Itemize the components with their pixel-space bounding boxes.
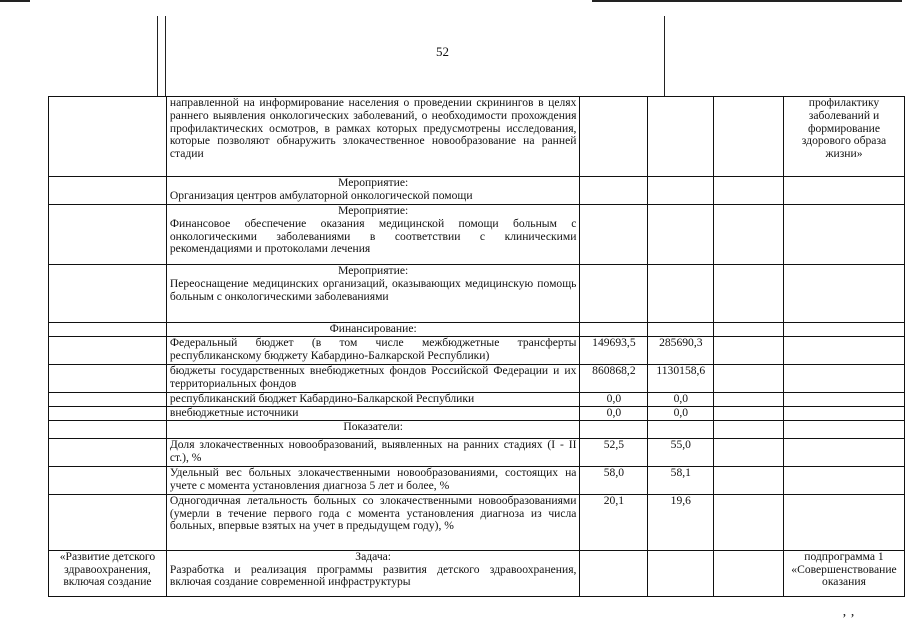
table-row: [49, 364, 905, 392]
subprogram-name-cell: [49, 406, 167, 420]
related-program-cell: [783, 392, 904, 406]
subprogram-name-cell: [49, 466, 167, 494]
value-2020-cell: 58,1: [648, 466, 714, 494]
empty-cell: [714, 177, 784, 205]
description-cell: [166, 205, 580, 265]
value-2019-cell: [580, 177, 648, 205]
empty-cell: [714, 392, 784, 406]
table-row: [49, 392, 905, 406]
subprogram-name-cell: «Развитие детского здравоохранения, включая создание: [49, 550, 167, 596]
section-caption: Финансирование:: [329, 322, 417, 335]
value-2019-cell: 860868,2: [580, 364, 648, 392]
value-2020-cell: 55,0: [648, 438, 714, 466]
value-2019-cell: [580, 420, 648, 438]
description-cell: [166, 406, 580, 420]
table-row: [49, 336, 905, 364]
section-caption: Мероприятие:: [338, 264, 409, 277]
value-2019-cell: 58,0: [580, 466, 648, 494]
related-program-cell: подпрограмма 1 «Совершенствование оказания: [783, 550, 904, 596]
guide-line-left: [157, 16, 158, 96]
value-2019-cell: 52,5: [580, 438, 648, 466]
related-program-cell: [783, 466, 904, 494]
empty-cell: [714, 336, 784, 364]
description-text: Финансовое обеспечение оказания медицинской помощи больным с онкологическими заболеваниями в соответствии с клиническими рекомендациями и протоколами лечения: [169, 216, 577, 256]
empty-cell: [714, 420, 784, 438]
description-cell: [166, 336, 580, 364]
description-cell: [166, 392, 580, 406]
subprogram-name-cell: [49, 392, 167, 406]
table-row: [49, 466, 905, 494]
empty-cell: [714, 205, 784, 265]
guide-line-right: [664, 16, 665, 96]
value-2019-cell: [580, 265, 648, 323]
empty-cell: [714, 438, 784, 466]
value-2019-cell: 0,0: [580, 406, 648, 420]
related-program-cell: [783, 406, 904, 420]
value-2020-cell: 0,0: [648, 406, 714, 420]
description-text: республиканский бюджет Кабардино-Балкарской Республики: [169, 392, 475, 405]
value-2019-cell: [580, 550, 648, 596]
table-row: [49, 97, 905, 177]
top-left-scan-mark: [0, 0, 30, 2]
description-cell: [166, 265, 580, 323]
table-row: [49, 494, 905, 550]
related-program-cell: [783, 336, 904, 364]
program-table: [48, 96, 905, 597]
description-cell: [166, 438, 580, 466]
subprogram-name-cell: [49, 438, 167, 466]
subprogram-name-cell: [49, 205, 167, 265]
section-caption: Мероприятие:: [338, 176, 409, 189]
value-2020-cell: [648, 97, 714, 177]
subprogram-name-cell: [49, 336, 167, 364]
description-cell: [166, 466, 580, 494]
table-row: [49, 205, 905, 265]
value-2019-cell: 20,1: [580, 494, 648, 550]
description-text: Одногодичная летальность больных со злокачественными новообразованиями (умерли в течение первого года с момента установления диагноза из числа больных, впервые взятых на учет в предыдущем году), %: [169, 494, 577, 533]
empty-cell: [714, 494, 784, 550]
related-program-cell: [783, 177, 904, 205]
section-caption: Мероприятие:: [338, 204, 409, 217]
table-row: [49, 438, 905, 466]
empty-cell: [714, 406, 784, 420]
section-caption: Показатели:: [343, 420, 403, 433]
value-2020-cell: [648, 550, 714, 596]
value-2020-cell: 1130158,6: [648, 364, 714, 392]
related-program-cell: [783, 205, 904, 265]
value-2019-cell: [580, 323, 648, 337]
related-program-cell: [783, 364, 904, 392]
value-2019-cell: 0,0: [580, 392, 648, 406]
empty-cell: [714, 364, 784, 392]
subprogram-name-cell: [49, 494, 167, 550]
table-row: [49, 420, 905, 438]
subprogram-name-cell: [49, 97, 167, 177]
subprogram-name-cell: [49, 323, 167, 337]
table-row: [49, 550, 905, 596]
related-program-cell: [783, 265, 904, 323]
top-right-scan-mark: [592, 0, 902, 2]
description-text: Переоснащение медицинских организаций, оказывающих медицинскую помощь больным с онкологическими заболеваниями: [169, 276, 577, 303]
description-text: внебюджетные источники: [169, 406, 299, 419]
related-program-cell: [783, 494, 904, 550]
related-program-cell: профилактику заболеваний и формирование здорового образа жизни»: [783, 97, 904, 177]
value-2019-cell: [580, 205, 648, 265]
description-cell: [166, 364, 580, 392]
description-text: Удельный вес больных злокачественными новообразованиями, состоящих на учете с момента установления диагноза 5 лет и более, %: [169, 466, 577, 492]
subprogram-name-cell: [49, 420, 167, 438]
value-2020-cell: 0,0: [648, 392, 714, 406]
empty-cell: [714, 265, 784, 323]
description-text: бюджеты государственных внебюджетных фондов Российской Федерации и их территориальных фондов: [169, 364, 577, 390]
description-cell: [166, 494, 580, 550]
description-text: Разработка и реализация программы развития детского здравоохранения, включая создание современной инфраструктуры: [169, 562, 577, 589]
value-2020-cell: [648, 177, 714, 205]
page-number: 52: [436, 44, 449, 59]
value-2020-cell: [648, 205, 714, 265]
description-text: Организация центров амбулаторной онкологической помощи: [169, 188, 473, 202]
subprogram-name-cell: [49, 177, 167, 205]
table-row: [49, 406, 905, 420]
value-2020-cell: [648, 323, 714, 337]
description-text: направленной на информирование населения о проведении скринингов в целях раннего выявления онкологических заболеваний, о необходимости прохождения профилактических осмотров, в рамках которых предусмотрены исследования, которые позволяют обнаружить злокачественное новообразование на ранней стадии: [169, 96, 577, 161]
subprogram-name-cell: [49, 364, 167, 392]
subprogram-name-cell: [49, 265, 167, 323]
empty-cell: [714, 97, 784, 177]
value-2020-cell: 19,6: [648, 494, 714, 550]
table-row: [49, 323, 905, 337]
description-cell: [166, 420, 580, 438]
description-cell: [166, 177, 580, 205]
related-program-cell: [783, 323, 904, 337]
table-row: [49, 177, 905, 205]
value-2020-cell: [648, 265, 714, 323]
empty-cell: [714, 466, 784, 494]
description-cell: [166, 550, 580, 596]
value-2019-cell: 149693,5: [580, 336, 648, 364]
description-text: Доля злокачественных новообразований, выявленных на ранних стадиях (I - II ст.), %: [169, 438, 577, 464]
value-2020-cell: [648, 420, 714, 438]
related-program-cell: [783, 438, 904, 466]
section-caption: Задача:: [355, 550, 392, 563]
scan-marks: ʼ ʼ: [842, 612, 855, 627]
value-2019-cell: [580, 97, 648, 177]
description-text: Федеральный бюджет (в том числе межбюджетные трансферты республиканскому бюджету Кабардино-Балкарской Республики): [169, 336, 577, 362]
guide-line-mid: [165, 16, 166, 96]
related-program-cell: [783, 420, 904, 438]
table-row: [49, 265, 905, 323]
value-2020-cell: 285690,3: [648, 336, 714, 364]
empty-cell: [714, 323, 784, 337]
description-cell: [166, 323, 580, 337]
description-cell: [166, 97, 580, 177]
empty-cell: [714, 550, 784, 596]
